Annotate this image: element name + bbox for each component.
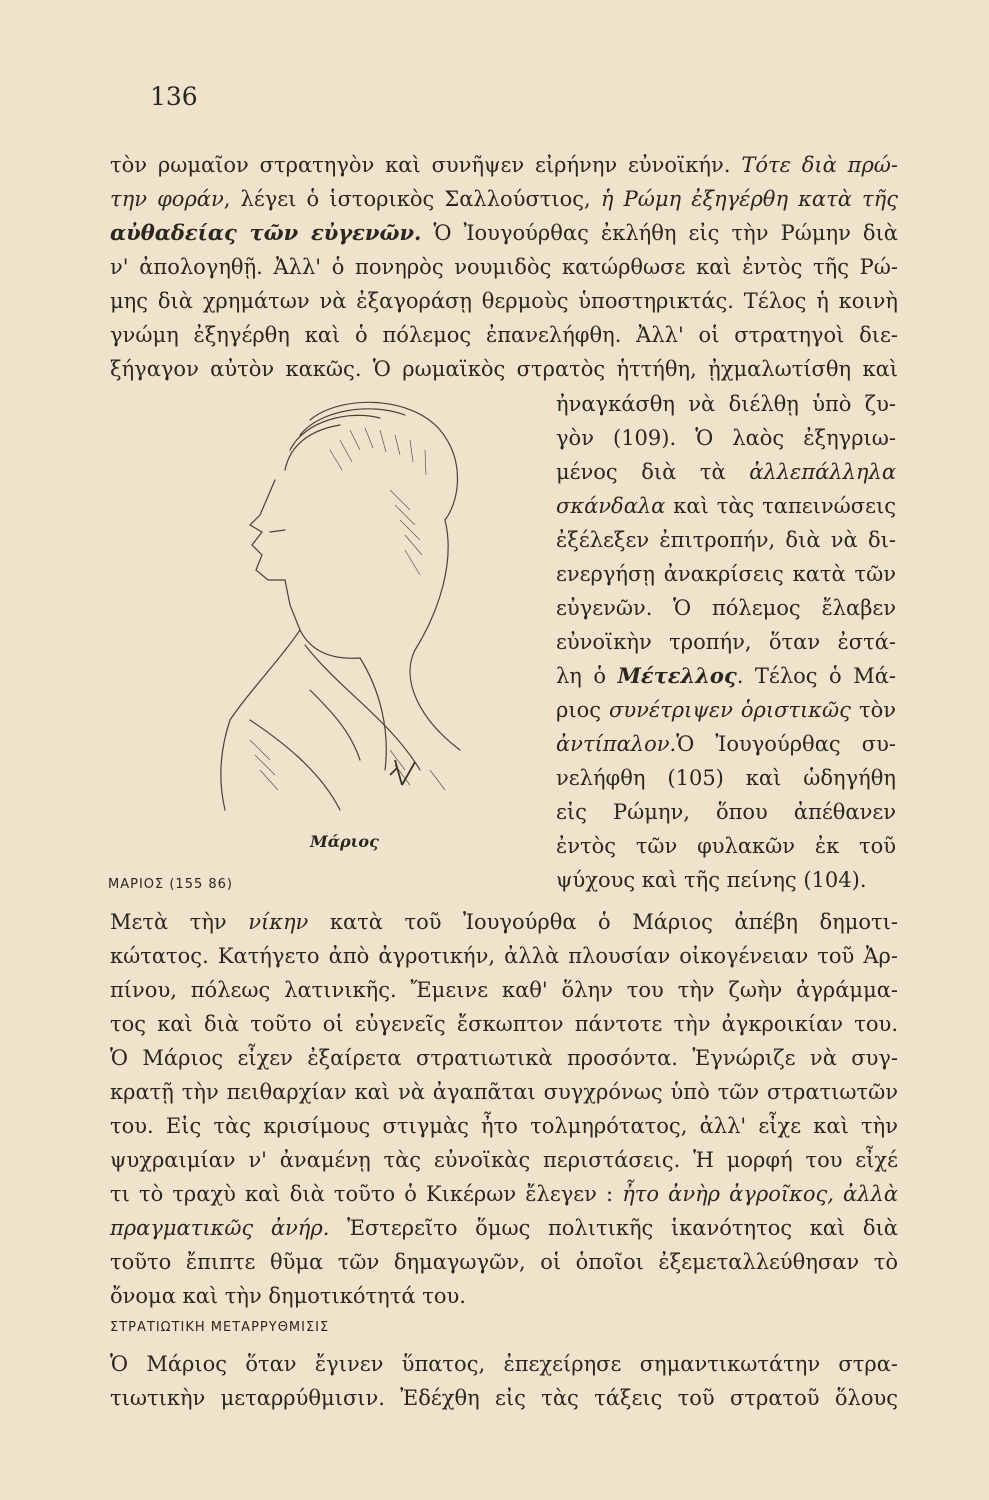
image-caption: ΜΑΡΙΟΣ (155 86)	[108, 877, 233, 892]
text-line: εὐγενῶν. Ὁ πόλεμος ἔλαβεν	[556, 596, 896, 620]
text-line: ριος συνέτριψεν ὁριστικῶς τὸν	[556, 698, 897, 722]
text-line: ἠναγκάσθη νὰ διέλθῃ ὑπὸ ζυ-	[556, 392, 896, 416]
text-line: Ὁ Μάριος ὅταν ἔγινεν ὕπατος, ἐπεχείρησε σημαντικωτάτην στρα-	[110, 1352, 898, 1376]
text-line: ψύχους καὶ τῆς πείνης (104).	[556, 868, 867, 892]
section-heading: ΣΤΡΑΤΙΩΤΙΚΗ ΜΕΤΑΡΡΥΘΜΙΣΙΣ	[110, 1320, 330, 1335]
text-line: σκάνδαλα καὶ τὰς ταπεινώσεις	[556, 494, 896, 518]
text-line: ξήγαγον αὐτὸν κακῶς. Ὁ ρωμαϊκὸς στρατὸς ἡττήθη, ᾐχμαλωτίσθη καὶ	[110, 357, 898, 381]
text-line: τὸν ρωμαῖον στρατηγὸν καὶ συνῆψεν εἰρήνην εὐνοϊκήν. Τότε διὰ πρώ-	[110, 153, 899, 177]
text-line: κώτατος. Κατήγετο ἀπὸ ἀγροτικήν, ἀλλὰ πλουσίαν οἰκογένειαν τοῦ Ἀρ-	[110, 944, 898, 968]
text-line: την φοράν, λέγει ὁ ἱστορικὸς Σαλλούστιος, ἡ Ρώμη ἐξηγέρθη κατὰ τῆς	[110, 187, 899, 211]
text-line: πίνου, πόλεως λατινικῆς. Ἔμεινε καθ' ὅλην του τὴν ζωὴν ἀγράμμα-	[110, 978, 898, 1002]
page-number: 136	[150, 82, 198, 111]
text-line: γὸν (109). Ὁ λαὸς ἐξηγριω-	[556, 426, 896, 450]
text-line: ενεργήσῃ ἀνακρίσεις κατὰ τῶν	[556, 562, 896, 586]
text-line: μης διὰ χρημάτων νὰ ἐξαγοράσῃ θερμοὺς ὑποστηρικτάς. Τέλος ἡ κοινὴ	[110, 289, 898, 313]
text-line: τος καὶ διὰ τοῦτο οἱ εὐγενεῖς ἔσκωπτον πάντοτε τὴν ἀγκροικίαν του.	[110, 1012, 898, 1036]
text-line: ὄνομα καὶ τὴν δημοτικότητά του.	[110, 1284, 466, 1308]
text-line: νελήφθη (105) καὶ ὡδηγήθη	[556, 766, 896, 790]
text-line: ἐντὸς τῶν φυλακῶν ἐκ τοῦ	[556, 834, 896, 858]
text-line: ν' ἀπολογηθῇ. Ἀλλ' ὁ πονηρὸς νουμιδὸς κατώρθωσε καὶ ἐντὸς τῆς Ρώ-	[110, 255, 898, 279]
text-line: αὐθαδείας τῶν εὐγενῶν. Ὁ Ἰουγούρθας ἐκλήθη εἰς τὴν Ρώμην διὰ	[110, 220, 898, 245]
text-line: τοῦτο ἔπιπτε θῦμα τῶν δημαγωγῶν, οἱ ὁποῖοι ἐξεμεταλλεύθησαν τὸ	[110, 1250, 898, 1274]
text-line: κρατῇ τὴν πειθαρχίαν καὶ νὰ ἀγαπᾶται συγχρόνως ὑπὸ τῶν στρατιωτῶν	[110, 1080, 898, 1104]
text-line: μένος διὰ τὰ ἀλλεπάλληλα	[556, 460, 896, 484]
text-line: πραγματικῶς ἀνήρ. Ἐστερεῖτο ὅμως πολιτικῆς ἱκανότητος καὶ διὰ	[110, 1216, 898, 1240]
text-line: γνώμη ἐξηγέρθη καὶ ὁ πόλεμος ἐπανελήφθη. Ἀλλ' οἱ στρατηγοὶ διε-	[110, 323, 898, 347]
text-line: εὐνοϊκὴν τροπήν, ὅταν ἐστά-	[556, 630, 896, 654]
text-line: του. Εἰς τὰς κρισίμους στιγμὰς ἦτο τολμηρότατος, ἀλλ' εἶχε καὶ τὴν	[110, 1114, 898, 1138]
text-line: ἐξέλεξεν ἐπιτροπήν, διὰ νὰ δι-	[556, 528, 896, 552]
text-line: τιωτικὴν μεταρρύθμισιν. Ἐδέχθη εἰς τὰς τάξεις τοῦ στρατοῦ ὅλους	[110, 1386, 898, 1410]
text-line: ἀντίπαλον.Ὁ Ἰουγούρθας συ-	[556, 732, 896, 756]
text-line: εἰς Ρώμην, ὅπου ἀπέθανεν	[556, 800, 896, 824]
portrait-label: Μάριος	[310, 832, 379, 851]
text-line: τι τὸ τραχὺ καὶ διὰ τοῦτο ὁ Κικέρων ἔλεγεν : ἦτο ἀνὴρ ἀγροῖκος, ἀλλὰ	[110, 1182, 899, 1206]
portrait-sketch-marius	[190, 390, 510, 870]
text-line: λη ὁ Μέτελλος. Τέλος ὁ Μά-	[556, 663, 896, 688]
text-line: Μετὰ τὴν νίκην κατὰ τοῦ Ἰουγούρθα ὁ Μάριος ἀπέβη δημοτι-	[110, 910, 898, 934]
text-line: Ὁ Μάριος εἶχεν ἐξαίρετα στρατιωτικὰ προσόντα. Ἐγνώριζε νὰ συγ-	[110, 1046, 898, 1070]
text-line: ψυχραιμίαν ν' ἀναμένῃ τὰς εὐνοϊκὰς περιστάσεις. Ἡ μορφή του εἶχέ	[110, 1148, 898, 1172]
